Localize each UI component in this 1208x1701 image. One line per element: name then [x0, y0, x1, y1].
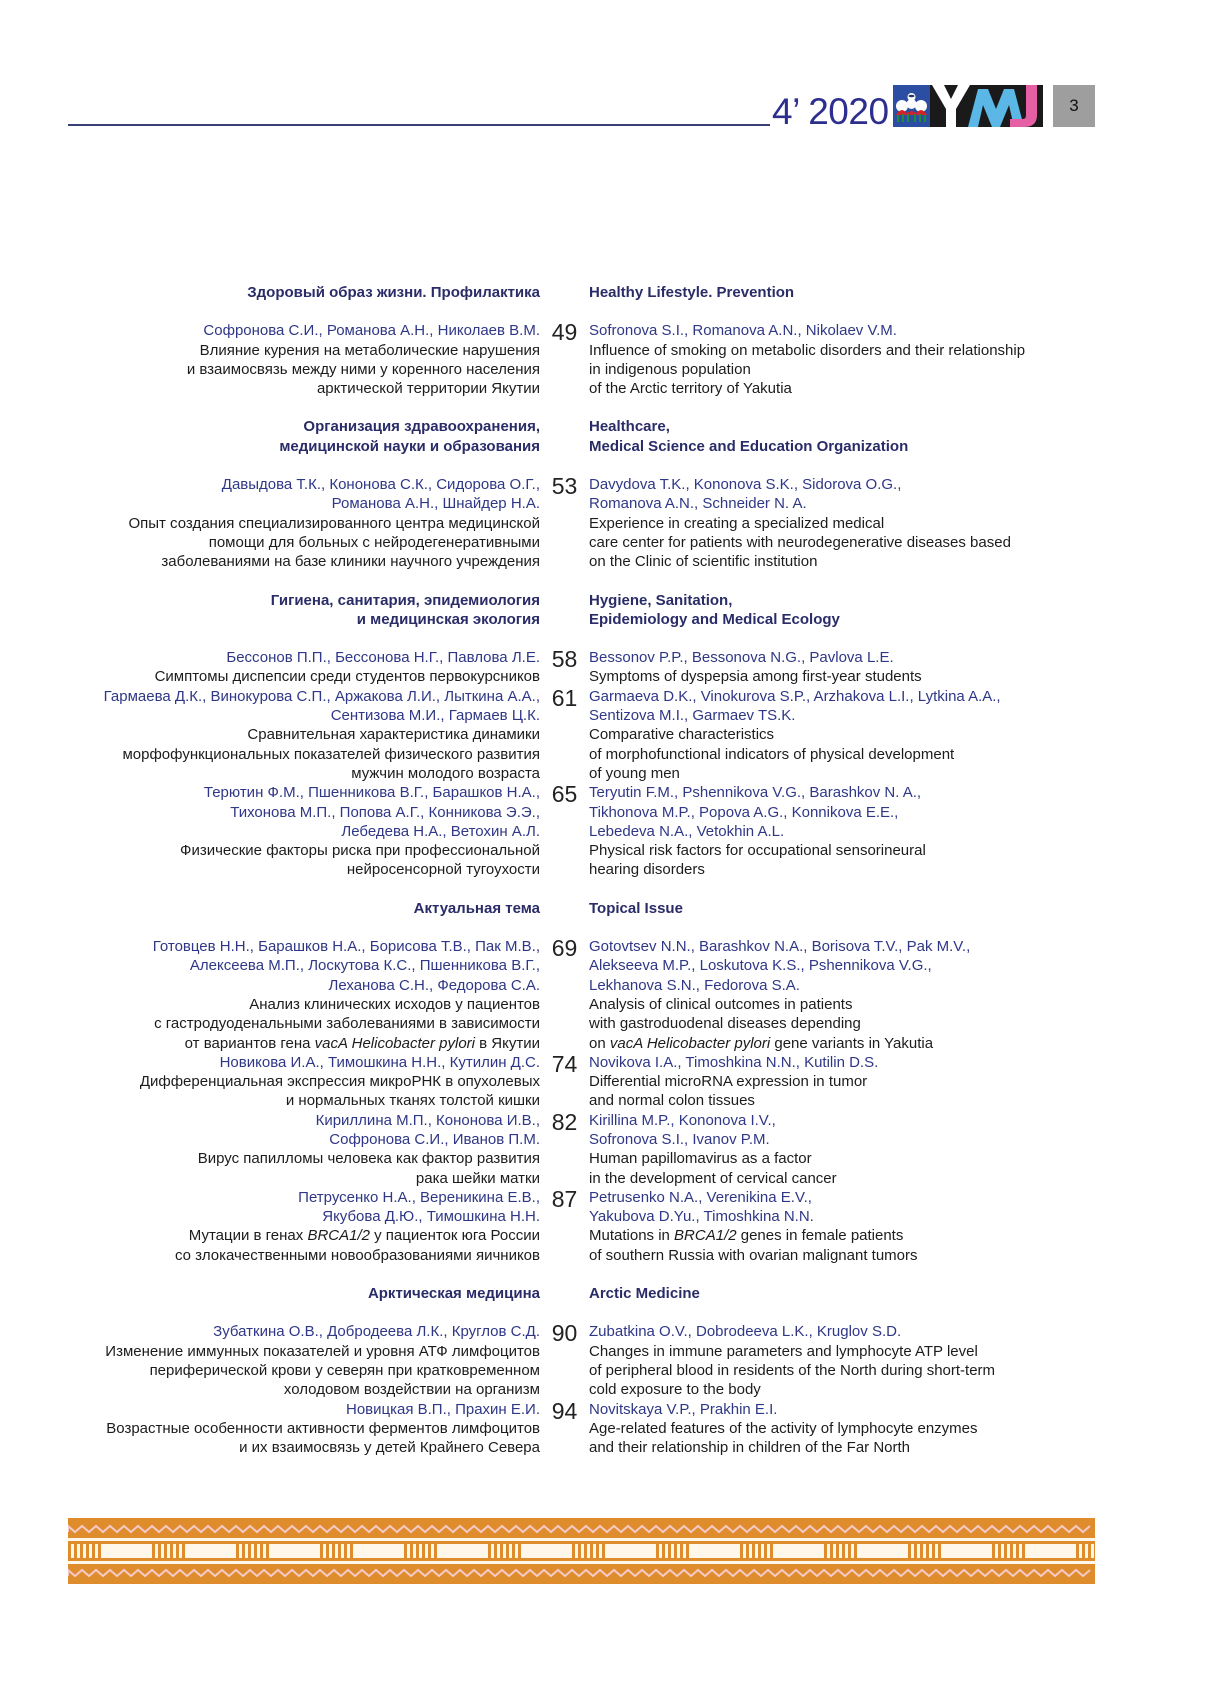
border-bar	[584, 1544, 587, 1558]
stripe-bottom	[68, 1561, 1095, 1564]
section-heading-row	[0, 417, 1208, 456]
author-line: Давыдова Т.К., Кононова С.К., Сидорова О.Г.,	[221, 476, 540, 494]
spacer	[540, 1284, 589, 1303]
section-heading-row	[0, 1284, 1208, 1303]
entry-en	[589, 687, 1189, 783]
section-gap	[0, 398, 1208, 417]
border-bar	[908, 1544, 911, 1558]
title-line: on the Clinic of scientific institution	[589, 553, 818, 571]
title-line: of peripheral blood in residents of the North during short-term	[589, 1361, 996, 1379]
border-bar	[320, 1544, 323, 1558]
entry-ru	[0, 321, 540, 398]
border-bar	[1088, 1544, 1091, 1558]
author-line: Tikhonova M.P., Popova A.G., Konnikova E.E.,	[589, 803, 899, 821]
title-line: периферической крови у северян при кратковременном	[149, 1361, 540, 1379]
toc-entry[interactable]	[0, 937, 1208, 1053]
title-line: Symptoms of dyspepsia among first-year students	[589, 668, 922, 686]
toc-entry[interactable]	[0, 684, 1208, 783]
border-bar	[152, 1544, 155, 1558]
title-line: Differential microRNA expression in tumor	[589, 1073, 868, 1091]
border-bar	[416, 1544, 419, 1558]
author-line: Garmaeva D.K., Vinokurova S.P., Arzhakova L.I., Lytkina A.A.,	[589, 687, 1001, 705]
title-line: and their relationship in children of the Far North	[589, 1439, 911, 1457]
section-heading-ru	[0, 417, 540, 456]
border-bar	[1082, 1544, 1085, 1558]
border-bar	[350, 1544, 353, 1558]
border-bar	[512, 1544, 515, 1558]
entry-ru	[0, 1400, 540, 1458]
title-line: hearing disorders	[589, 861, 705, 879]
border-bar	[578, 1544, 581, 1558]
border-bar	[674, 1544, 677, 1558]
heading-line: Epidemiology and Medical Ecology	[589, 610, 840, 628]
entry-ru	[0, 937, 540, 1053]
border-bar	[80, 1544, 83, 1558]
title-line: Дифференциальная экспрессия микроРНК в опухолевых	[139, 1073, 540, 1091]
border-bar	[254, 1544, 257, 1558]
author-line: Novitskaya V.P., Prakhin E.I.	[589, 1400, 778, 1418]
section-heading-en	[589, 591, 1189, 630]
border-bar	[242, 1544, 245, 1558]
title-line: Изменение иммунных показателей и уровня АТФ лимфоцитов	[105, 1342, 540, 1360]
title-line: с гастродуоденальными заболеваниями в зависимости	[154, 1015, 540, 1033]
entry-page-number[interactable]: 58	[551, 646, 578, 673]
entry-en	[589, 937, 1189, 1053]
border-bar	[746, 1544, 749, 1558]
heading-line: Healthcare,	[589, 418, 670, 436]
title-line: cold exposure to the body	[589, 1381, 761, 1399]
title-line: холодовом воздействии на организм	[283, 1381, 540, 1399]
border-bar	[98, 1544, 101, 1558]
emblem-icon	[893, 85, 930, 127]
border-bar	[236, 1544, 239, 1558]
entry-page-number[interactable]: 53	[551, 473, 578, 500]
author-line: Бессонов П.П., Бессонова Н.Г., Павлова Л.Е.	[226, 649, 540, 667]
title-line: Влияние курения на метаболические нарушения	[199, 341, 540, 359]
border-bar	[518, 1544, 521, 1558]
border-bar	[266, 1544, 269, 1558]
border-bar	[602, 1544, 605, 1558]
spacer	[540, 283, 589, 302]
heading-line: Здоровый образ жизни. Профилактика	[247, 284, 540, 301]
border-bar	[434, 1544, 437, 1558]
border-bar	[680, 1544, 683, 1558]
border-bar	[740, 1544, 743, 1558]
border-bar	[926, 1544, 929, 1558]
toc-entry[interactable]	[0, 475, 1208, 571]
border-bar	[344, 1544, 347, 1558]
title-line: Changes in immune parameters and lymphocyte ATP level	[589, 1342, 978, 1360]
border-bar	[404, 1544, 407, 1558]
border-bar	[1076, 1544, 1079, 1558]
author-line: Zubatkina O.V., Dobrodeeva L.K., Kruglov S.D.	[589, 1323, 902, 1341]
spacer	[540, 899, 589, 918]
author-line: Teryutin F.M., Pshennikova V.G., Barashkov N. A.,	[589, 784, 922, 802]
section-heading-ru	[0, 283, 540, 302]
border-bar	[1004, 1544, 1007, 1558]
title-line: in indigenous population	[589, 360, 751, 378]
title-line: Вирус папилломы человека как фактор развития	[197, 1150, 540, 1168]
journal-logo	[893, 85, 1043, 127]
entry-ru	[0, 687, 540, 783]
border-bar	[422, 1544, 425, 1558]
border-bar	[260, 1544, 263, 1558]
header-rule	[68, 124, 770, 126]
author-line: Lebedeva N.A., Vetokhin A.L.	[589, 822, 785, 840]
border-bar	[836, 1544, 839, 1558]
section-gap	[0, 1265, 1208, 1284]
entry-en	[589, 1111, 1189, 1188]
border-bar	[830, 1544, 833, 1558]
entry-page-number[interactable]: 65	[551, 781, 578, 808]
author-line: Леханова С.Н., Федорова С.А.	[328, 976, 540, 994]
toc-entry[interactable]	[0, 648, 1208, 687]
entry-en	[589, 1400, 1189, 1458]
spacer	[540, 417, 589, 456]
title-line: Мутации в генах BRCA1/2 у пациенток юга России	[188, 1227, 540, 1245]
author-line: Гармаева Д.К., Винокурова С.П., Аржакова Л.И., Лыткина А.А.,	[103, 687, 540, 705]
title-line: care center for patients with neurodegenerative diseases based	[589, 533, 1011, 551]
title-line: Анализ клинических исходов у пациентов	[249, 995, 540, 1013]
entry-ru	[0, 783, 540, 879]
author-line: Кириллина М.П., Кононова И.В.,	[315, 1111, 540, 1129]
issue-number: 4’ 2020	[772, 91, 889, 132]
section-heading-en	[589, 899, 1189, 918]
title-line: арктической территории Якутии	[316, 380, 540, 398]
border-bar	[428, 1544, 431, 1558]
section-gap	[0, 572, 1208, 591]
section-heading-ru	[0, 591, 540, 630]
title-line: Human papillomavirus as a factor	[589, 1150, 812, 1168]
title-line: of southern Russia with ovarian malignant tumors	[589, 1246, 918, 1264]
border-bar	[506, 1544, 509, 1558]
border-bar	[770, 1544, 773, 1558]
border-bar	[998, 1544, 1001, 1558]
entry-ru	[0, 1322, 540, 1399]
border-bar	[824, 1544, 827, 1558]
heading-line: Arctic Medicine	[589, 1285, 700, 1303]
author-line: Alekseeva M.P., Loskutova K.S., Pshennikova V.G.,	[589, 957, 932, 975]
entry-ru	[0, 1053, 540, 1111]
author-line: Петрусенко Н.А., Вереникина Е.В.,	[298, 1188, 540, 1206]
section-heading-row	[0, 591, 1208, 630]
author-line: Sofronova S.I., Romanova A.N., Nikolaev V.M.	[589, 322, 897, 340]
heading-line: Актуальная тема	[413, 899, 540, 917]
title-line: Comparative characteristics	[589, 726, 775, 744]
title-line: со злокачественными новообразованиями яичников	[174, 1246, 540, 1264]
border-bar	[494, 1544, 497, 1558]
entry-en	[589, 1188, 1189, 1265]
title-line: мужчин молодого возраста	[351, 764, 540, 782]
page-number: 3	[1053, 85, 1095, 127]
title-line: of the Arctic territory of Yakutia	[589, 380, 792, 398]
title-line: нейросенсорной тугоухости	[346, 861, 540, 879]
border-bar	[158, 1544, 161, 1558]
entry-page-number[interactable]: 82	[551, 1108, 578, 1135]
entry-page-number[interactable]: 90	[551, 1320, 578, 1347]
author-line: Алексеева М.П., Лоскутова К.С., Пшенникова В.Г.,	[189, 957, 540, 975]
entry-page-number[interactable]: 87	[551, 1185, 578, 1212]
border-bar	[92, 1544, 95, 1558]
title-line: Mutations in BRCA1/2 genes in female patients	[589, 1227, 904, 1245]
title-line: of young men	[589, 764, 680, 782]
border-bar	[914, 1544, 917, 1558]
border-bar	[248, 1544, 251, 1558]
entry-ru	[0, 1188, 540, 1265]
border-bar	[938, 1544, 941, 1558]
section-heading-ru	[0, 899, 540, 918]
entry-en	[589, 321, 1189, 398]
heading-line: и медицинская экология	[356, 610, 540, 628]
entry-en	[589, 1053, 1189, 1111]
author-line: Новикова И.А., Тимошкина Н.Н., Кутилин Д.С.	[219, 1053, 540, 1071]
title-line: Physical risk factors for occupational sensorineural	[589, 842, 926, 860]
author-line: Kirillina M.P., Kononova I.V.,	[589, 1111, 776, 1129]
author-line: Petrusenko N.A., Verenikina E.V.,	[589, 1188, 812, 1206]
title-line: и взаимосвязь между ними у коренного населения	[186, 360, 540, 378]
author-line: Тихонова М.П., Попова А.Г., Конникова Э.Э.,	[230, 803, 540, 821]
border-bar	[182, 1544, 185, 1558]
title-line: рака шейки матки	[415, 1169, 540, 1187]
border-bar	[1010, 1544, 1013, 1558]
heading-line: Healthy Lifestyle. Prevention	[589, 284, 795, 301]
border-bar	[1016, 1544, 1019, 1558]
entry-en	[589, 783, 1189, 879]
entry-page-number[interactable]: 61	[551, 684, 578, 711]
entry-page-number[interactable]: 69	[551, 935, 578, 962]
toc-entry[interactable]	[0, 1322, 1208, 1399]
heading-line: Topical Issue	[589, 899, 683, 917]
author-line: Romanova A.N., Schneider N. A.	[589, 495, 807, 513]
author-line: Lekhanova S.N., Fedorova S.A.	[589, 976, 800, 994]
section-heading-row	[0, 899, 1208, 918]
border-bar	[1094, 1544, 1095, 1558]
border-bar	[842, 1544, 845, 1558]
heading-line: Medical Science and Education Organization	[589, 437, 909, 455]
border-bar	[332, 1544, 335, 1558]
author-line: Davydova T.K., Kononova S.K., Sidorova O.G.,	[589, 476, 902, 494]
title-line: Age-related features of the activity of lymphocyte enzymes	[589, 1419, 978, 1437]
toc-entry[interactable]	[0, 1108, 1208, 1188]
entry-ru	[0, 648, 540, 687]
entry-en	[589, 648, 1189, 687]
author-line: Софронова С.И., Иванов П.М.	[329, 1130, 540, 1148]
title-line: от вариантов гена vacA Helicobacter pylori в Якутии	[184, 1034, 540, 1052]
border-bar	[596, 1544, 599, 1558]
border-bar	[410, 1544, 413, 1558]
title-line: Сравнительная характеристика динамики	[247, 726, 540, 744]
section-heading-ru	[0, 1284, 540, 1303]
entry-page-number[interactable]: 94	[551, 1397, 578, 1424]
border-bar	[1022, 1544, 1025, 1558]
border-bar	[764, 1544, 767, 1558]
author-line: Novikova I.A., Timoshkina N.N., Kutilin D.S.	[589, 1053, 879, 1071]
ornamental-border	[68, 1518, 1095, 1584]
author-line: Софронова С.И., Романова А.Н., Николаев В.М.	[203, 322, 540, 340]
border-bar	[854, 1544, 857, 1558]
heading-line: Hygiene, Sanitation,	[589, 591, 733, 609]
section-heading-row	[0, 283, 1208, 302]
section-heading-en	[589, 1284, 1189, 1303]
entry-ru	[0, 1111, 540, 1188]
border-bar	[86, 1544, 89, 1558]
toc-entry[interactable]	[0, 321, 1208, 398]
toc-entry[interactable]	[0, 1050, 1208, 1111]
author-line: Зубаткина О.В., Добродеева Л.К., Круглов С.Д.	[213, 1323, 540, 1341]
title-line: Analysis of clinical outcomes in patients	[589, 995, 853, 1013]
section-heading-en	[589, 417, 1189, 456]
border-bar	[572, 1544, 575, 1558]
border-bar	[668, 1544, 671, 1558]
border-bar	[992, 1544, 995, 1558]
border-bar	[338, 1544, 341, 1558]
entry-en	[589, 1322, 1189, 1399]
border-bar	[686, 1544, 689, 1558]
title-line: with gastroduodenal diseases depending	[589, 1015, 861, 1033]
table-of-contents	[0, 283, 1208, 1457]
heading-line: Гигиена, санитария, эпидемиология	[270, 591, 540, 609]
author-line: Романова А.Н., Шнайдер Н.А.	[331, 495, 540, 513]
border-bar	[932, 1544, 935, 1558]
author-line: Sofronova S.I., Ivanov P.M.	[589, 1130, 770, 1148]
entry-en	[589, 475, 1189, 571]
border-bar	[68, 1544, 71, 1558]
stripe-top	[68, 1538, 1095, 1541]
entry-page-number[interactable]: 49	[551, 319, 578, 346]
border-bar	[848, 1544, 851, 1558]
author-line: Bessonov P.P., Bessonova N.G., Pavlova L.E.	[589, 649, 894, 667]
border-bar	[752, 1544, 755, 1558]
section-heading-en	[589, 283, 1189, 302]
title-line: of morphofunctional indicators of physical development	[589, 745, 955, 763]
border-bar	[758, 1544, 761, 1558]
title-line: и их взаимосвязь у детей Крайнего Севера	[239, 1439, 540, 1457]
title-line: морфофункциональных показателей физического развития	[122, 745, 540, 763]
logo-wordmark	[930, 85, 1043, 127]
title-line: заболеваниями на базе клиники научного учреждения	[161, 553, 540, 571]
border-bar	[74, 1544, 77, 1558]
title-line: Influence of smoking on metabolic disorders and their relationship	[589, 341, 1026, 359]
border-bar	[920, 1544, 923, 1558]
entry-ru	[0, 475, 540, 571]
title-line: Опыт создания специализированного центра медицинской	[128, 514, 540, 532]
spacer	[540, 591, 589, 630]
author-line: Готовцев Н.Н., Барашков Н.А., Борисова Т.В., Пак М.В.,	[152, 938, 540, 956]
toc-entry[interactable]	[0, 1397, 1208, 1458]
border-bar	[170, 1544, 173, 1558]
border-bar	[500, 1544, 503, 1558]
title-line: on vacA Helicobacter pylori gene variants in Yakutia	[589, 1034, 934, 1052]
border-bar	[656, 1544, 659, 1558]
section-gap	[0, 880, 1208, 899]
heading-line: медицинской науки и образования	[279, 437, 540, 455]
border-bar	[164, 1544, 167, 1558]
title-line: Возрастные особенности активности ферментов лимфоцитов	[106, 1419, 540, 1437]
border-bar	[326, 1544, 329, 1558]
border-bar	[662, 1544, 665, 1558]
title-line: Experience in creating a specialized medical	[589, 514, 885, 532]
author-line: Терютин Ф.М., Пшенникова В.Г., Барашков Н.А.,	[203, 784, 540, 802]
author-line: Sentizova M.I., Garmaev TS.K.	[589, 707, 796, 725]
title-line: и нормальных тканях толстой кишки	[285, 1092, 540, 1110]
heading-line: Организация здравоохранения,	[303, 418, 540, 436]
author-line: Якубова Д.Ю., Тимошкина Н.Н.	[322, 1208, 540, 1226]
title-line: Симптомы диспепсии среди студентов первокурсников	[154, 668, 540, 686]
title-line: помощи для больных с нейродегенеративными	[208, 533, 540, 551]
title-line: in the development of cervical cancer	[589, 1169, 837, 1187]
toc-entry[interactable]	[0, 783, 1208, 879]
border-bar	[176, 1544, 179, 1558]
author-line: Лебедева Н.А., Ветохин А.Л.	[341, 822, 540, 840]
border-bar	[590, 1544, 593, 1558]
title-line: Физические факторы риска при профессиональной	[180, 842, 540, 860]
author-line: Yakubova D.Yu., Timoshkina N.N.	[589, 1208, 814, 1226]
author-line: Новицкая В.П., Прахин Е.И.	[345, 1400, 540, 1418]
author-line: Сентизова М.И., Гармаев Ц.К.	[330, 707, 540, 725]
heading-line: Арктическая медицина	[367, 1285, 540, 1303]
entry-page-number[interactable]: 74	[551, 1050, 578, 1077]
border-bar	[488, 1544, 491, 1558]
title-line: and normal colon tissues	[589, 1092, 755, 1110]
author-line: Gotovtsev N.N., Barashkov N.A., Borisova T.V., Pak M.V.,	[589, 938, 971, 956]
toc-entry[interactable]	[0, 1185, 1208, 1265]
